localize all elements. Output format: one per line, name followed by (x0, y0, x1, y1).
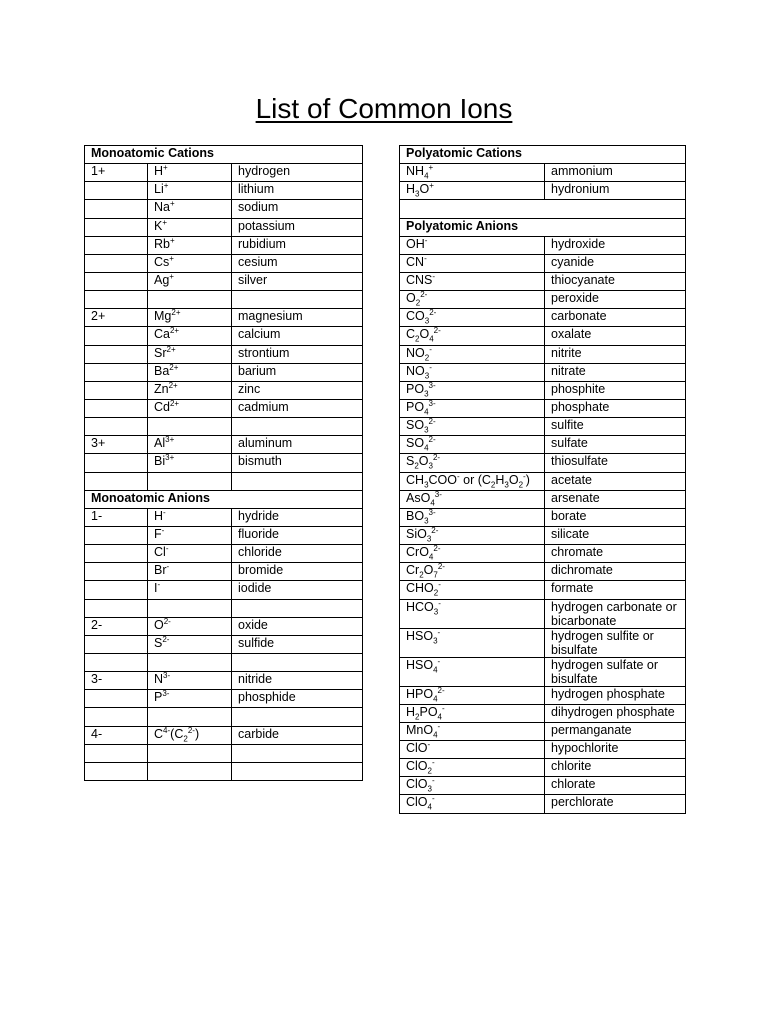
formula-cell: AsO$_4^{3-}$ (400, 490, 545, 508)
name-cell: perchlorate (545, 795, 686, 813)
name-cell (232, 653, 363, 671)
section-header: Polyatomic Cations (400, 146, 686, 164)
name-cell: hydride (232, 508, 363, 526)
ion-row (85, 635, 363, 653)
charge-cell (85, 581, 148, 599)
ion-row (85, 581, 363, 599)
name-cell: arsenate (545, 490, 686, 508)
ion-row (400, 418, 686, 436)
ion-row (400, 657, 686, 686)
charge-cell: 4- (85, 726, 148, 744)
name-cell: sodium (232, 200, 363, 218)
charge-cell: 2- (85, 617, 148, 635)
charge-cell (85, 708, 148, 726)
symbol-cell: $P^{3-}$ (148, 690, 232, 708)
name-cell: magnesium (232, 309, 363, 327)
symbol-cell: H- (148, 508, 232, 526)
blank-row (85, 653, 363, 671)
name-cell: hydroxide (545, 236, 686, 254)
ion-row (85, 327, 363, 345)
charge-cell (85, 381, 148, 399)
ion-row (400, 490, 686, 508)
formula-cell: MnO$_4$- (400, 722, 545, 740)
name-cell: thiocyanate (545, 272, 686, 290)
formula-cell: $CO_3^{2-}$ (400, 309, 545, 327)
symbol-cell (148, 744, 232, 762)
name-cell: phosphite (545, 381, 686, 399)
ion-row (400, 628, 686, 657)
ion-row (85, 363, 363, 381)
ion-row (400, 399, 686, 417)
symbol-cell: Li+ (148, 182, 232, 200)
ion-row (400, 345, 686, 363)
ion-row (85, 617, 363, 635)
ion-row (85, 218, 363, 236)
formula-cell: $H_2PO_4^-$ (400, 704, 545, 722)
name-cell (232, 744, 363, 762)
charge-cell (85, 345, 148, 363)
charge-cell (85, 399, 148, 417)
name-cell (232, 472, 363, 490)
charge-cell: 1- (85, 508, 148, 526)
blank-row (85, 472, 363, 490)
section-header-row (85, 490, 363, 508)
charge-cell: 1+ (85, 164, 148, 182)
name-cell: strontium (232, 345, 363, 363)
formula-cell: $C_2O_4^{2-}$ (400, 327, 545, 345)
ion-row (85, 272, 363, 290)
charge-cell (85, 526, 148, 544)
ion-row (400, 254, 686, 272)
formula-cell: ClO- (400, 740, 545, 758)
charge-cell (85, 599, 148, 617)
symbol-cell: Cl- (148, 545, 232, 563)
ion-row (400, 795, 686, 813)
charge-cell (85, 454, 148, 472)
charge-cell (85, 272, 148, 290)
charge-cell (85, 291, 148, 309)
section-header-row (85, 146, 363, 164)
ion-row (85, 200, 363, 218)
ion-row (400, 545, 686, 563)
ion-row (400, 704, 686, 722)
ion-row (85, 690, 363, 708)
ion-row (400, 182, 686, 200)
ion-row (85, 436, 363, 454)
charge-cell (85, 200, 148, 218)
symbol-cell: $Mg^{2+}$ (148, 309, 232, 327)
symbol-cell: $Zn^{2+}$ (148, 381, 232, 399)
name-cell: hydrogen sulfate or bisulfate (545, 657, 686, 686)
name-cell: chlorite (545, 759, 686, 777)
charge-cell (85, 418, 148, 436)
section-header: Polyatomic Anions (400, 218, 686, 236)
formula-cell: $PO_3^{3-}$ (400, 381, 545, 399)
ion-row (400, 436, 686, 454)
blank-row (400, 200, 686, 218)
name-cell (232, 291, 363, 309)
charge-cell (85, 472, 148, 490)
symbol-cell (148, 599, 232, 617)
name-cell (232, 762, 363, 780)
ion-row (85, 672, 363, 690)
name-cell: peroxide (545, 291, 686, 309)
ion-row (85, 399, 363, 417)
ion-row (400, 236, 686, 254)
charge-cell: 3+ (85, 436, 148, 454)
charge-cell (85, 218, 148, 236)
name-cell: oxalate (545, 327, 686, 345)
charge-cell (85, 254, 148, 272)
formula-cell: $CH_3COO^-$ or $(C_2H_3O_2^-)$ (400, 472, 545, 490)
symbol-cell (148, 472, 232, 490)
ion-row (400, 508, 686, 526)
charge-cell (85, 236, 148, 254)
formula-cell: $SO_3^{2-}$ (400, 418, 545, 436)
ion-row (400, 740, 686, 758)
name-cell: bismuth (232, 454, 363, 472)
name-cell: acetate (545, 472, 686, 490)
blank-row (85, 708, 363, 726)
ion-row (400, 327, 686, 345)
name-cell: carbide (232, 726, 363, 744)
name-cell: calcium (232, 327, 363, 345)
symbol-cell (148, 762, 232, 780)
formula-cell: $HPO_4^{2-}$ (400, 686, 545, 704)
ion-row (400, 599, 686, 628)
symbol-cell: F- (148, 526, 232, 544)
name-cell: cyanide (545, 254, 686, 272)
name-cell: chromate (545, 545, 686, 563)
symbol-cell (148, 418, 232, 436)
symbol-cell: $O^{2-}$ (148, 617, 232, 635)
ion-row (85, 545, 363, 563)
ion-row (400, 381, 686, 399)
symbol-cell: $Bi^{3+}$ (148, 454, 232, 472)
ion-row (85, 164, 363, 182)
formula-cell: $S_2O_3^{2-}$ (400, 454, 545, 472)
symbol-cell: Br- (148, 563, 232, 581)
name-cell: bromide (232, 563, 363, 581)
symbol-cell (148, 291, 232, 309)
name-cell: lithium (232, 182, 363, 200)
name-cell: dihydrogen phosphate (545, 704, 686, 722)
name-cell: hydrogen (232, 164, 363, 182)
name-cell: sulfite (545, 418, 686, 436)
ion-row (400, 686, 686, 704)
formula-cell: CN- (400, 254, 545, 272)
name-cell: nitride (232, 672, 363, 690)
symbol-cell: K+ (148, 218, 232, 236)
charge-cell (85, 327, 148, 345)
charge-cell (85, 563, 148, 581)
name-cell: borate (545, 508, 686, 526)
charge-cell (85, 744, 148, 762)
ion-row (85, 726, 363, 744)
name-cell: aluminum (232, 436, 363, 454)
charge-cell (85, 182, 148, 200)
ion-row (400, 309, 686, 327)
ion-row (85, 508, 363, 526)
formula-cell: CrO$_4^{2-}$ (400, 545, 545, 563)
symbol-cell: Na+ (148, 200, 232, 218)
ion-row (85, 563, 363, 581)
ion-row (400, 581, 686, 599)
name-cell: hydrogen sulfite or bisulfate (545, 628, 686, 657)
name-cell: phosphate (545, 399, 686, 417)
polyatomic-ions-table (399, 145, 686, 814)
name-cell: hydronium (545, 182, 686, 200)
name-cell: ammonium (545, 164, 686, 182)
charge-cell (85, 653, 148, 671)
formula-cell: ClO$_3$- (400, 777, 545, 795)
name-cell: carbonate (545, 309, 686, 327)
symbol-cell: $Cd^{2+}$ (148, 399, 232, 417)
ion-row (400, 363, 686, 381)
name-cell: thiosulfate (545, 454, 686, 472)
name-cell: hydrogen carbonate or bicarbonate (545, 599, 686, 628)
name-cell: potassium (232, 218, 363, 236)
name-cell: phosphide (232, 690, 363, 708)
formula-cell: $NO_3^-$ (400, 363, 545, 381)
blank-row (85, 762, 363, 780)
ion-row (400, 291, 686, 309)
formula-cell: $HSO_4^-$ (400, 657, 545, 686)
name-cell: zinc (232, 381, 363, 399)
charge-cell: 2+ (85, 309, 148, 327)
section-header-row (400, 146, 686, 164)
page-title: List of Common Ions (255, 93, 513, 124)
formula-cell: $SO_4^{2-}$ (400, 436, 545, 454)
section-header-row (400, 218, 686, 236)
ion-row (85, 309, 363, 327)
formula-cell: $O_2^{2-}$ (400, 291, 545, 309)
formula-cell: $NO_2^-$ (400, 345, 545, 363)
symbol-cell: $S^{2-}$ (148, 635, 232, 653)
ion-row (400, 777, 686, 795)
symbol-cell (148, 708, 232, 726)
ion-row (85, 254, 363, 272)
symbol-cell: $C^{4-}(C_2^{2-})$ (148, 726, 232, 744)
name-cell (232, 708, 363, 726)
formula-cell: $H_3O^+$ (400, 182, 545, 200)
ion-row (400, 454, 686, 472)
name-cell: cadmium (232, 399, 363, 417)
charge-cell: 3- (85, 672, 148, 690)
name-cell: rubidium (232, 236, 363, 254)
name-cell: chloride (232, 545, 363, 563)
formula-cell: $HCO_3^-$ (400, 599, 545, 628)
charge-cell (85, 545, 148, 563)
name-cell: chlorate (545, 777, 686, 795)
section-header: Monoatomic Cations (85, 146, 363, 164)
symbol-cell: $N^{3-}$ (148, 672, 232, 690)
charge-cell (85, 690, 148, 708)
ion-row (85, 236, 363, 254)
symbol-cell: Ag+ (148, 272, 232, 290)
formula-cell: $PO_4^{3-}$ (400, 399, 545, 417)
formula-cell: CNS- (400, 272, 545, 290)
formula-cell: $BO_3^{3-}$ (400, 508, 545, 526)
name-cell: formate (545, 581, 686, 599)
name-cell: hydrogen phosphate (545, 686, 686, 704)
charge-cell (85, 635, 148, 653)
name-cell: dichromate (545, 563, 686, 581)
formula-cell: OH- (400, 236, 545, 254)
name-cell: iodide (232, 581, 363, 599)
ion-row (85, 381, 363, 399)
name-cell: oxide (232, 617, 363, 635)
blank-row (85, 744, 363, 762)
blank-row (85, 291, 363, 309)
ion-row (85, 526, 363, 544)
name-cell: sulfate (545, 436, 686, 454)
formula-cell: $Cr_2O_7^{2-}$ (400, 563, 545, 581)
formula-cell: $HSO_3^-$ (400, 628, 545, 657)
symbol-cell: $Ba^{2+}$ (148, 363, 232, 381)
ion-row (85, 345, 363, 363)
charge-cell (85, 762, 148, 780)
symbol-cell: $Sr^{2+}$ (148, 345, 232, 363)
symbol-cell: $Al^{3+}$ (148, 436, 232, 454)
symbol-cell: Rb+ (148, 236, 232, 254)
name-cell: permanganate (545, 722, 686, 740)
formula-cell: SiO$_3^{2-}$ (400, 526, 545, 544)
ion-row (400, 759, 686, 777)
symbol-cell (148, 653, 232, 671)
charge-cell (85, 363, 148, 381)
name-cell (232, 418, 363, 436)
ion-row (400, 164, 686, 182)
name-cell (232, 599, 363, 617)
name-cell: cesium (232, 254, 363, 272)
name-cell: barium (232, 363, 363, 381)
name-cell: nitrite (545, 345, 686, 363)
ion-row (400, 563, 686, 581)
ion-row (85, 182, 363, 200)
name-cell: fluoride (232, 526, 363, 544)
formula-cell: ClO$_4$- (400, 795, 545, 813)
name-cell: nitrate (545, 363, 686, 381)
ion-row (400, 272, 686, 290)
name-cell: silicate (545, 526, 686, 544)
symbol-cell: H+ (148, 164, 232, 182)
blank-row (85, 418, 363, 436)
name-cell: silver (232, 272, 363, 290)
symbol-cell: $Ca^{2+}$ (148, 327, 232, 345)
ion-row (400, 526, 686, 544)
monoatomic-ions-table (84, 145, 363, 781)
blank-cell (400, 200, 686, 218)
ion-row (85, 454, 363, 472)
formula-cell: ClO$_2$- (400, 759, 545, 777)
name-cell: hypochlorite (545, 740, 686, 758)
section-header: Monoatomic Anions (85, 490, 363, 508)
blank-row (85, 599, 363, 617)
formula-cell: $NH_4^+$ (400, 164, 545, 182)
symbol-cell: Cs+ (148, 254, 232, 272)
symbol-cell: I- (148, 581, 232, 599)
formula-cell: $CHO_2^-$ (400, 581, 545, 599)
ion-row (400, 472, 686, 490)
name-cell: sulfide (232, 635, 363, 653)
ion-row (400, 722, 686, 740)
